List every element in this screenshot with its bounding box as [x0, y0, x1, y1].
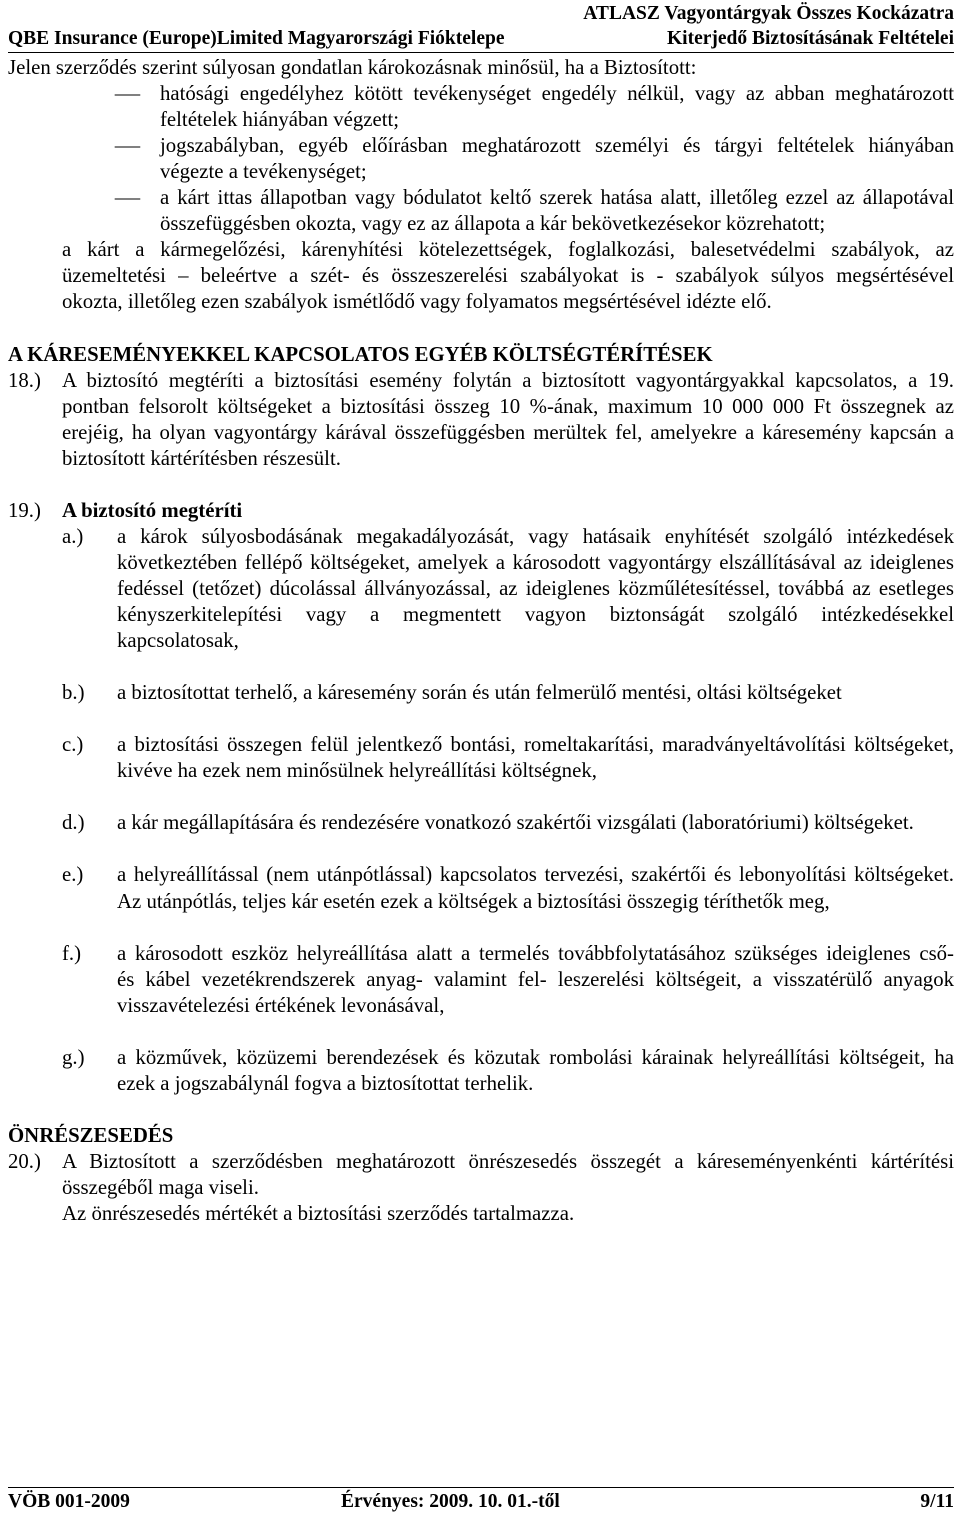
clause-line: erejéig, ha olyan vagyontárgy kárával összefüggésben merültek fel, amelyekre a káresemény kapcsán a: [62, 420, 954, 444]
document-body: [8, 55, 954, 1227]
list-item: [8, 810, 954, 836]
clause-line: összegéből maga viseli.: [62, 1176, 259, 1200]
clause-number: 20.): [8, 1149, 41, 1173]
item-line: visszavételezési értékének levonásával,: [117, 993, 445, 1017]
header-document-subtitle: Kiterjedő Biztosításának Feltételei: [666, 28, 954, 49]
footer-document-code: VÖB 001-2009: [8, 1491, 130, 1512]
paragraph-line: üzemeltetési – beleértve a szét- és összeszerelési szabályokat is - szabályok súlyos megsértésével: [62, 264, 954, 288]
item-line: a biztosítási összegen felül jelentkező bontási, romeltakarítási, maradványeltávolítási költségeket,: [117, 733, 954, 757]
item-line: kivéve ha ezek nem minősülnek helyreállítási költségnek,: [117, 759, 597, 783]
item-line: a kár megállapítására és rendezésére vonatkozó szakértői vizsgálati (laboratóriumi) költségeket.: [117, 811, 914, 835]
intro-text: Jelen szerződés szerint súlyosan gondatlan károkozásnak minősül, ha a Biztosított:: [8, 56, 697, 79]
dash-item-line: jogszabályban, egyéb előírásban meghatározott személyi és tárgyi feltételek hiányában: [160, 134, 954, 158]
item-label: b.): [62, 681, 85, 705]
item-line: a károsodott eszköz helyreállítása alatt a termelés továbbfolytatásához szükséges ideiglenes cső-: [117, 941, 954, 965]
dash-item-line: a kárt ittas állapotban vagy bódulatot keltő szerek hatása alatt, illetőleg ezzel az állapotával: [160, 186, 954, 210]
item-line: következtében fellépő költségeket, amelyek a károsodott vagyontárgy elszállításával az ideiglenes: [117, 550, 954, 574]
item-line: kapcsolatosak,: [117, 629, 239, 653]
clause-19-title: A biztosító megtéríti: [62, 498, 243, 522]
item-label: f.): [62, 941, 82, 965]
footer-rule: [8, 1487, 954, 1488]
paragraph-line: okozta, illetőleg ezen szabályok ismétlődő vagy folyamatos megsértésével idézte elő.: [62, 290, 772, 314]
clause-line: A biztosító megtéríti a biztosítási esemény folytán a biztosított vagyontárgyakkal kapcsolatos, a 19.: [62, 368, 954, 392]
list-item: [8, 1045, 954, 1097]
clause-20-note: Az önrészesedés mértékét a biztosítási szerződés tartalmazza.: [62, 1202, 575, 1226]
item-label: d.): [62, 811, 85, 835]
item-line: a helyreállítással (nem utánpótlással) kapcsolatos tervezési, szakértői és lebonyolítási költségeket.: [117, 863, 954, 887]
dash-item: [8, 81, 954, 133]
item-label: e.): [62, 863, 84, 887]
header-rule: [8, 52, 954, 53]
section-heading-deductible: ÖNRÉSZESEDÉS: [8, 1123, 174, 1147]
item-line: kényszerkitelepítési vagy a megmentett vagyon biztonságát szolgáló intézkedésekkel: [117, 602, 954, 626]
paragraph-line: a kárt a kármegelőzési, kárenyhítési kötelezettségek, foglalkozási, balesetvédelmi szabályok, az: [62, 238, 954, 262]
dash-item: [8, 133, 954, 185]
list-item: [8, 680, 954, 706]
clause-number: 18.): [8, 368, 41, 392]
item-line: Az utánpótlás, teljes kár esetén ezek a költségek a biztosítási összegig téríthetők meg,: [117, 889, 830, 913]
item-line: a biztosítottat terhelő, a káresemény során és után felmerülő mentési, oltási költségeket: [117, 681, 842, 705]
clause-20: [8, 1149, 954, 1227]
list-item: [8, 941, 954, 1019]
item-line: és kábel vezetékrendszerek anyag- valamint fel- leszerelési költségeit, a visszatérülő anyagok: [117, 967, 954, 991]
header-document-title: ATLASZ Vagyontárgyak Összes Kockázatra: [583, 3, 954, 24]
clause-18: [8, 368, 954, 472]
dash-item: [8, 185, 954, 237]
dash-marker: –: [115, 82, 140, 106]
item-line: ezek a jogszabálynál fogva a biztosítottat terhelik.: [117, 1071, 534, 1095]
item-label: c.): [62, 733, 84, 757]
footer-page-number: 9/11: [920, 1491, 954, 1512]
item-line: a károk súlyosbodásának megakadályozását, vagy hatásaik enyhítését szolgáló intézkedések: [117, 524, 954, 548]
item-label: a.): [62, 524, 84, 548]
clause-number: 19.): [8, 498, 41, 522]
section-heading-costs: A KÁRESEMÉNYEKKEL KAPCSOLATOS EGYÉB KÖLTSÉGTÉRÍTÉSEK: [8, 342, 713, 366]
dash-marker: –: [115, 186, 140, 210]
clause-line: pontban felsorolt költségeket a biztosítási összeg 10 %-ának, maximum 10 000 000 Ft összegnek az: [62, 394, 954, 418]
list-item: [8, 732, 954, 784]
footer-validity-date: Érvényes: 2009. 10. 01.-től: [341, 1491, 560, 1512]
dash-item-line: összefüggésben okozta, vagy ez az állapota a kár bekövetkezésekor közrehatott;: [160, 212, 826, 236]
clause-19: [8, 498, 954, 524]
negligence-paragraph: [8, 237, 954, 315]
item-line: fedéssel (tetőzet) dúcolással állványozással, az ideiglenes közműlétesítéssel, továbbá az esetleges: [117, 576, 954, 600]
item-line: a közművek, közüzemi berendezések és közutak rombolási kárainak helyreállítási költségeit, ha: [117, 1045, 954, 1069]
clause-line: A Biztosított a szerződésben meghatározott önrészesedés összegét a káreseményenkénti kártérítési: [62, 1149, 954, 1173]
dash-item-line: feltételek hiányában végzett;: [160, 108, 400, 132]
dash-item-line: végezte a tevékenységet;: [160, 160, 367, 184]
dash-item-line: hatósági engedélyhez kötött tevékenységet engedély nélkül, vagy az abban meghatározott: [160, 82, 954, 106]
header-company-name: QBE Insurance (Europe)Limited Magyarországi Fióktelepe: [8, 28, 505, 49]
list-item: [8, 862, 954, 914]
clause-line: biztosított kártérítésben részesült.: [62, 446, 341, 470]
dash-marker: –: [115, 134, 140, 158]
list-item: [8, 524, 954, 654]
item-label: g.): [62, 1045, 85, 1069]
